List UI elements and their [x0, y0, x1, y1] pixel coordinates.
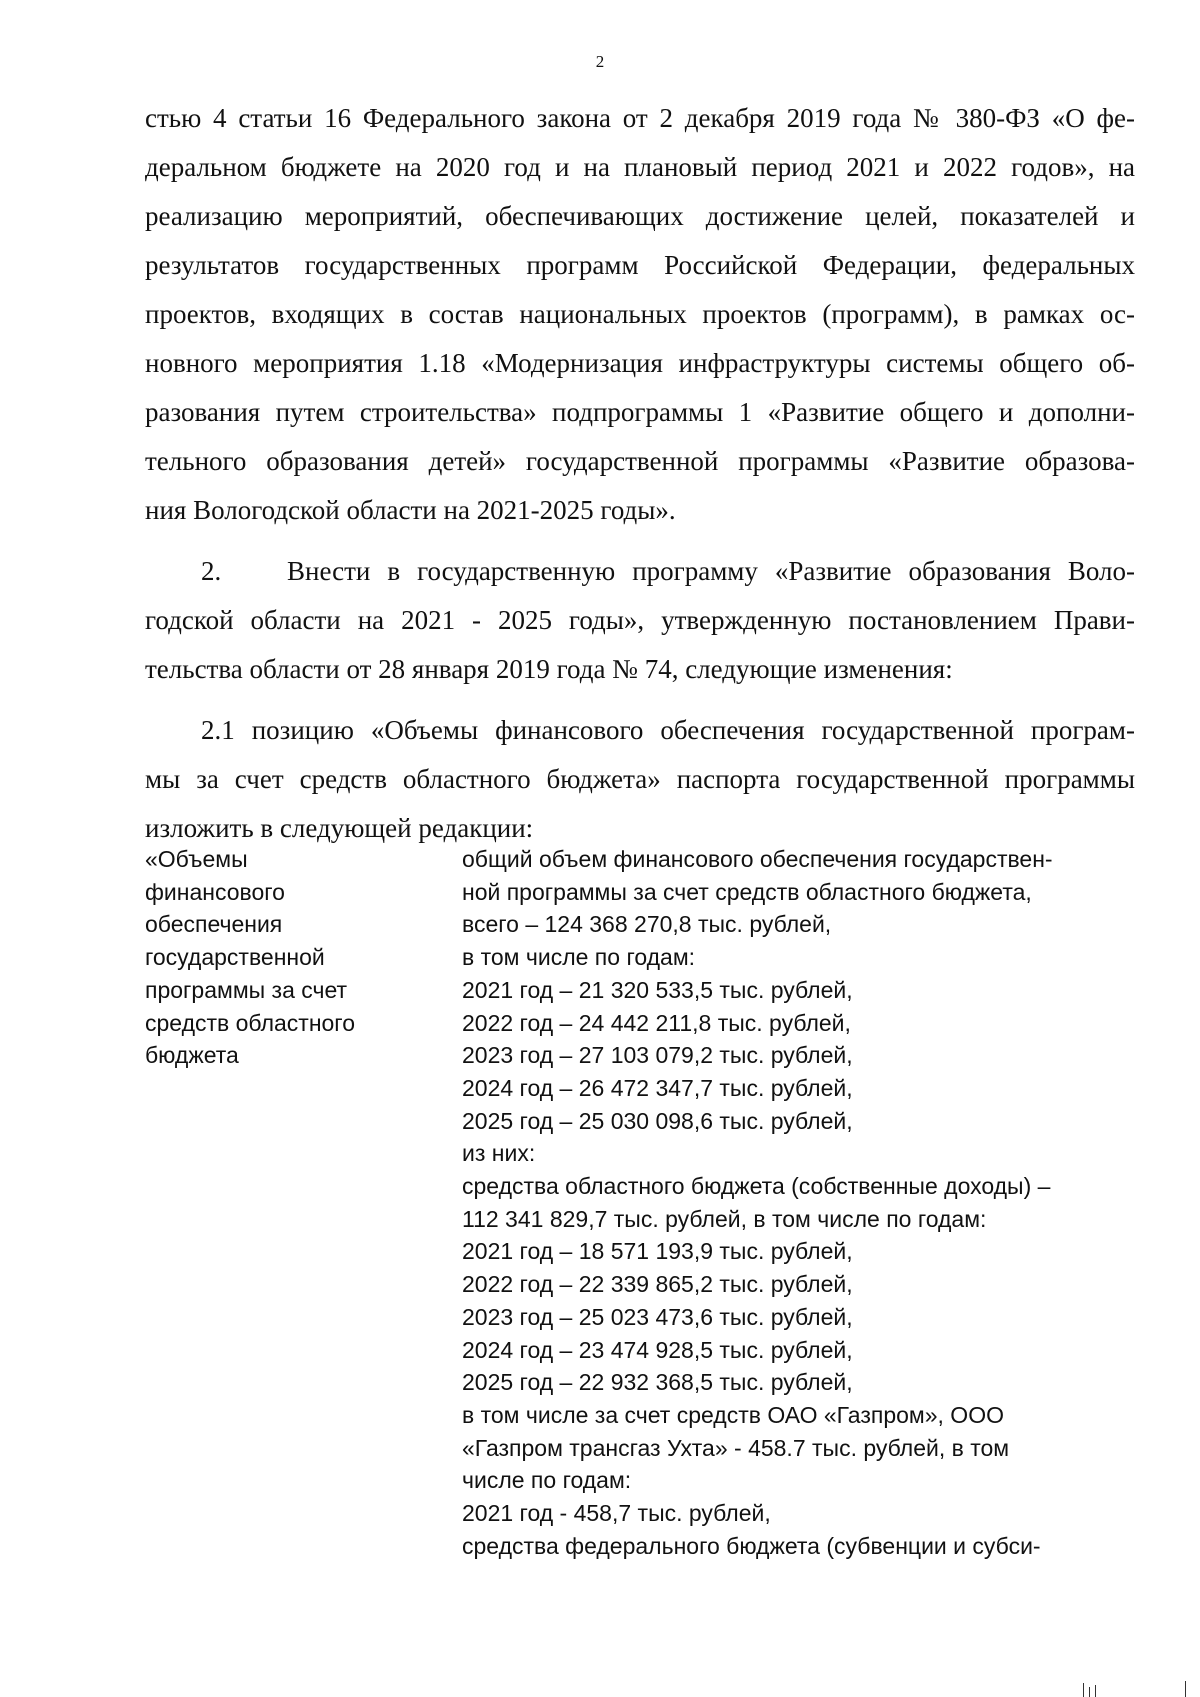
item-2-first-line — [145, 547, 1135, 596]
table-value-line: средства федерального бюджета (субвенции и субси- — [462, 1532, 1041, 1559]
table-value-line: 2025 год – 22 932 368,5 тыс. рублей, — [462, 1369, 853, 1396]
table-value-line: всего – 124 368 270,8 тыс. рублей, — [462, 911, 832, 938]
table-value-line: 2021 год – 18 571 193,9 тыс. рублей, — [462, 1238, 853, 1265]
table-value-line: ной программы за счет средств областного бюджета, — [462, 878, 1032, 905]
table-value-line: числе по годам: — [462, 1467, 632, 1494]
item-2-number: 2. — [201, 556, 222, 586]
table-value-line: 112 341 829,7 тыс. рублей, в том числе по годам: — [462, 1205, 987, 1232]
body-line: ния Вологодской области на 2021-2025 годы». — [145, 495, 676, 525]
table-value-column — [462, 843, 1152, 1562]
table-label-line: программы за счет — [145, 976, 348, 1003]
table-value-line: 2022 год – 22 339 865,2 тыс. рублей, — [462, 1271, 853, 1298]
scan-artifact-mark — [1089, 1687, 1090, 1697]
table-value-line: 2024 год – 23 474 928,5 тыс. рублей, — [462, 1336, 853, 1363]
scan-artifact-mark — [1095, 1685, 1096, 1697]
table-value-line: в том числе по годам: — [462, 944, 696, 971]
table-value-line: «Газпром трансгаз Ухта» - 458.7 тыс. рублей, в том — [462, 1434, 1010, 1461]
table-label-line: государственной — [145, 944, 325, 971]
body-line: проектов, входящих в состав национальных проектов (программ), в рамках ос- — [145, 299, 1135, 329]
table-value-line: 2023 год – 27 103 079,2 тыс. рублей, — [462, 1042, 853, 1069]
table-label-line: финансового — [145, 878, 285, 905]
document-body — [145, 94, 1135, 853]
table-label-line: бюджета — [145, 1042, 239, 1069]
table-value-line: 2022 год – 24 442 211,8 тыс. рублей, — [462, 1009, 851, 1036]
table-label-line: средств областного — [145, 1009, 355, 1036]
item-2-line: годской области на 2021 - 2025 годы», утвержденную постановлением Прави- — [145, 605, 1135, 635]
body-line: результатов государственных программ Российской Федерации, федеральных — [145, 250, 1135, 280]
table-value-line: средства областного бюджета (собственные доходы) – — [462, 1173, 1051, 1200]
table-label-column — [145, 843, 435, 1072]
item-2-line: тельства области от 28 января 2019 года № 74, следующие изменения: — [145, 654, 953, 684]
body-line: тельного образования детей» государственной программы «Развитие образова- — [145, 446, 1135, 476]
page-number: 2 — [595, 52, 605, 71]
table-value-line: 2024 год – 26 472 347,7 тыс. рублей, — [462, 1074, 853, 1101]
item-2-1-line: мы за счет средств областного бюджета» паспорта государственной программы — [145, 764, 1135, 794]
table-value-line: 2021 год – 21 320 533,5 тыс. рублей, — [462, 976, 853, 1003]
body-line: разования путем строительства» подпрограммы 1 «Развитие общего и дополни- — [145, 397, 1135, 427]
scan-artifact-mark — [1083, 1683, 1084, 1697]
table-value-line: 2021 год - 458,7 тыс. рублей, — [462, 1500, 771, 1527]
table-value-line: 2023 год – 25 023 473,6 тыс. рублей, — [462, 1303, 853, 1330]
table-value-line: общий объем финансового обеспечения государствен- — [462, 846, 1053, 872]
item-2-1-line: изложить в следующей редакции: — [145, 813, 534, 843]
table-value-line: в том числе за счет средств ОАО «Газпром», ООО — [462, 1401, 1004, 1428]
item-2-1-first-line: 2.1 позицию «Объемы финансового обеспечения государственной програм- — [201, 715, 1135, 745]
body-line: реализацию мероприятий, обеспечивающих достижение целей, показателей и — [145, 201, 1135, 231]
table-value-line: 2025 год – 25 030 098,6 тыс. рублей, — [462, 1107, 853, 1134]
body-line: новного мероприятия 1.18 «Модернизация инфраструктуры системы общего об- — [145, 348, 1135, 378]
scan-artifact-mark — [1185, 1681, 1186, 1697]
item-2-text: Внести в государственную программу «Развитие образования Воло- — [287, 556, 1135, 586]
body-line: деральном бюджете на 2020 год и на плановый период 2021 и 2022 годов», на — [145, 152, 1135, 182]
table-label-line: «Объемы — [145, 846, 248, 872]
table-label-line: обеспечения — [145, 911, 283, 938]
table-value-line: из них: — [462, 1140, 536, 1167]
body-line: стью 4 статьи 16 Федерального закона от 2 декабря 2019 года № 380-ФЗ «О фе- — [145, 103, 1135, 133]
